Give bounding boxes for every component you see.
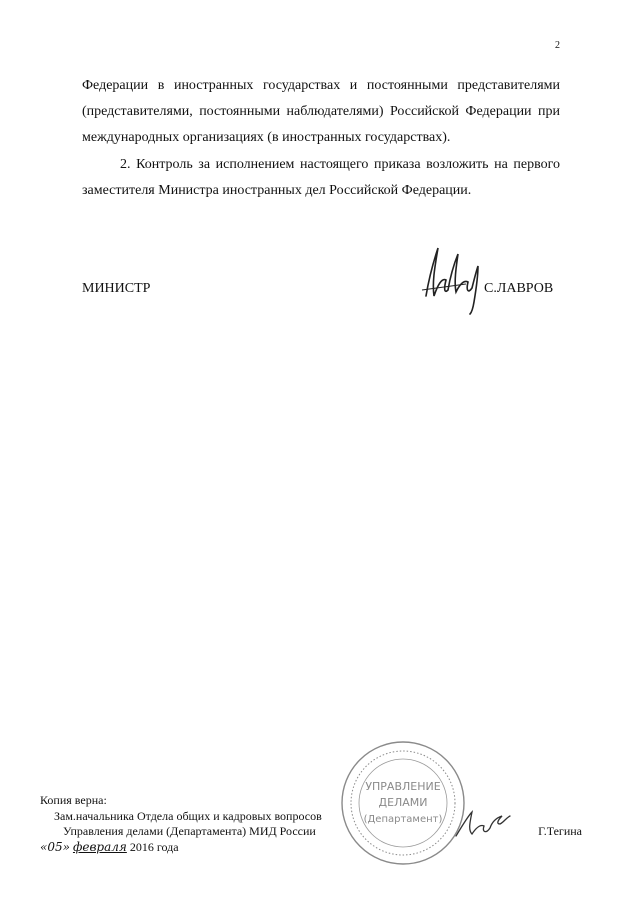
date-year: 2016 bbox=[129, 840, 154, 854]
minister-signature bbox=[418, 244, 492, 316]
certifier-name: Г.Тегина bbox=[538, 824, 582, 838]
stamp-line-3: (Департамент) bbox=[363, 814, 443, 825]
date-suffix: года bbox=[156, 840, 179, 854]
certifier-position-line-1: Зам.начальника Отдела общих и кадровых вопросов bbox=[54, 809, 322, 823]
page-number: 2 bbox=[555, 40, 560, 51]
official-stamp bbox=[338, 738, 468, 868]
stamp-line-2: ДЕЛАМИ bbox=[378, 796, 428, 809]
date-month: февраля bbox=[72, 840, 127, 854]
stamp-line-1: УПРАВЛЕНИЕ bbox=[365, 780, 441, 793]
body-paragraph-1: Федерации в иностранных государствах и постоянными представителями (представителями, постоянными наблюдателями) Российской Федерации при международных организациях (в иностранных государствах). bbox=[82, 78, 560, 145]
copy-true-label: Копия верна: bbox=[40, 793, 107, 807]
certifier-position-line-2: Управления делами (Департамента) МИД России bbox=[63, 824, 316, 838]
signatory-name: С.ЛАВРОВ bbox=[484, 281, 554, 296]
date-day: «05» bbox=[40, 840, 70, 854]
certification-date bbox=[40, 840, 179, 855]
certifier-signature bbox=[452, 806, 512, 842]
body-paragraph-2: 2. Контроль за исполнением настоящего приказа возложить на первого заместителя Министра иностранных дел Российской Федерации. bbox=[82, 157, 560, 198]
signatory-title: МИНИСТР bbox=[82, 281, 151, 296]
